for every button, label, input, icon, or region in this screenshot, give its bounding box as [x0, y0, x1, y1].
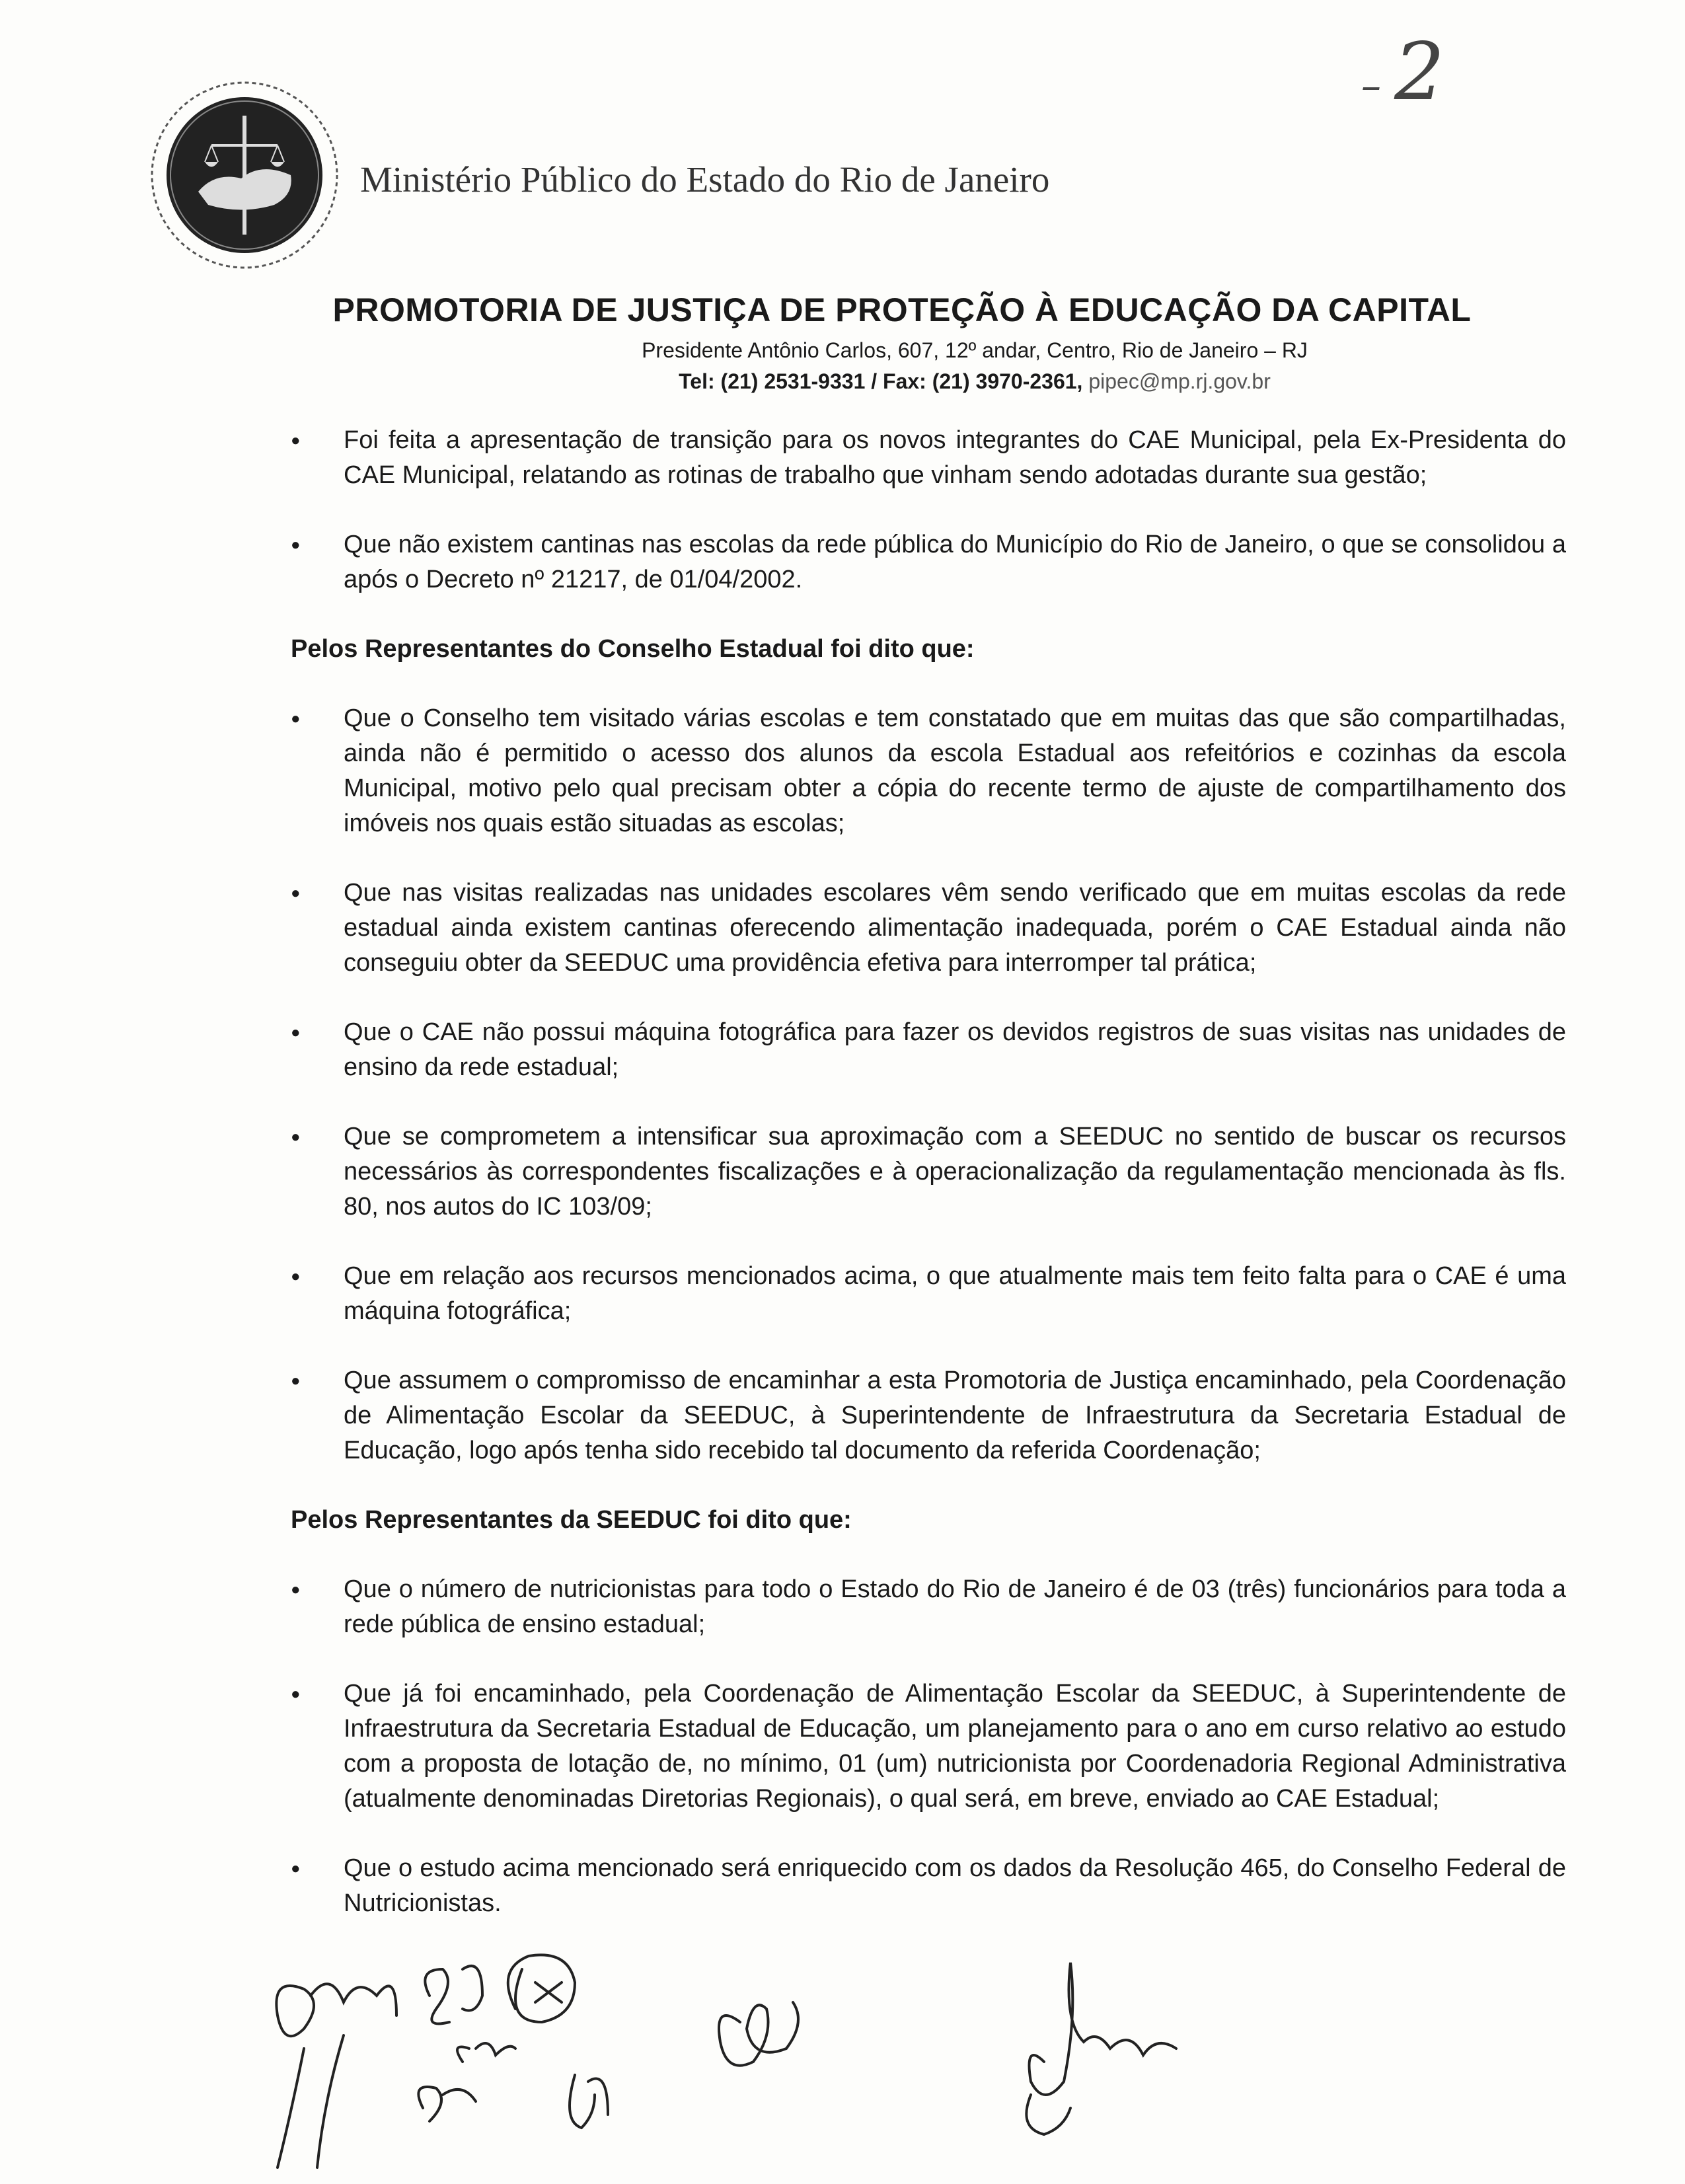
handwritten-signatures — [264, 1916, 1388, 2181]
intro-list — [291, 423, 1566, 597]
list-item: ● Que o número de nutricionistas para todo o Estado do Rio de Janeiro é de 03 (três) funcionários para toda a rede pública de ensino estadual; — [291, 1572, 1566, 1642]
list-item: ● Que se comprometem a intensificar sua aproximação com a SEEDUC no sentido de buscar os recursos necessários às correspondentes fiscalizações e à operacionalização da regulamentação mencionada às fls. 80, nos autos do IC 103/09; — [291, 1119, 1566, 1224]
list-item: ● Que assumem o compromisso de encaminhar a esta Promotoria de Justiça encaminhado, pela Coordenação de Alimentação Escolar da SEEDUC, à Superintendente de Infraestrutura da Secretaria Estadual de Educação, logo após tenha sido recebido tal documento da referida Coordenação; — [291, 1363, 1566, 1468]
list-item: ● Que nas visitas realizadas nas unidades escolares vêm sendo verificado que em muitas escolas da rede estadual ainda existem cantinas oferecendo alimentação inadequada, porém o CAE Estadual ainda não conseguiu obter da SEEDUC uma providência efetiva para interromper tal prática; — [291, 876, 1566, 981]
page-number: – 2 — [1361, 26, 1445, 118]
ministry-seal-logo — [149, 79, 340, 271]
list-item: ● Que o CAE não possui máquina fotográfica para fazer os devidos registros de suas visitas nas unidades de ensino da rede estadual; — [291, 1015, 1566, 1085]
email-address: pipec@mp.rj.gov.br — [1088, 369, 1271, 393]
list-item: ● Que em relação aos recursos mencionados acima, o que atualmente mais tem feito falta para o CAE é uma máquina fotográfica; — [291, 1259, 1566, 1329]
phone-fax: Tel: (21) 2531-9331 / Fax: (21) 3970-2361, — [679, 369, 1083, 393]
list-item: ● Que o estudo acima mencionado será enriquecido com os dados da Resolução 465, do Conselho Federal de Nutricionistas. — [291, 1851, 1566, 1921]
estadual-list — [291, 701, 1566, 1468]
letterhead — [0, 291, 1685, 394]
section-heading-seeduc: Pelos Representantes da SEEDUC foi dito que: — [291, 1506, 852, 1534]
document-body — [291, 423, 1566, 1955]
office-title: PROMOTORIA DE JUSTIÇA DE PROTEÇÃO À EDUCAÇÃO DA CAPITAL — [332, 291, 1472, 328]
list-item: ● Foi feita a apresentação de transição para os novos integrantes do CAE Municipal, pela Ex-Presidenta do CAE Municipal, relatando as rotinas de trabalho que vinham sendo adotadas durante sua gestão; — [291, 423, 1566, 493]
list-item: ● Que o Conselho tem visitado várias escolas e tem constatado que em muitas das que são compartilhadas, ainda não é permitido o acesso dos alunos da escola Estadual aos refeitórios e cozinhas da escola Municipal, motivo pelo qual precisam obter a cópia do recente termo de ajuste de compartilhamento dos imóveis nos quais estão situadas as escolas; — [291, 701, 1566, 841]
list-item: ● Que não existem cantinas nas escolas da rede pública do Município do Rio de Janeiro, o que se consolidou a após o Decreto nº 21217, de 01/04/2002. — [291, 527, 1566, 597]
seeduc-list — [291, 1572, 1566, 1921]
institution-name: Ministério Público do Estado do Rio de Janeiro — [360, 159, 1050, 200]
section-heading-estadual: Pelos Representantes do Conselho Estadual foi dito que: — [291, 635, 975, 663]
list-item: ● Que já foi encaminhado, pela Coordenação de Alimentação Escolar da SEEDUC, à Superintendente de Infraestrutura da Secretaria Estadual de Educação, um planejamento para o ano em curso relativo ao estudo com a proposta de lotação de, no mínimo, 01 (um) nutricionista por Coordenadoria Regional Administrativa (atualmente denominadas Diretorias Regionais), o qual será, em breve, enviado ao CAE Estadual; — [291, 1676, 1566, 1817]
signatures-area — [264, 1916, 1388, 2181]
office-contact — [264, 369, 1685, 394]
office-address: Presidente Antônio Carlos, 607, 12º andar, Centro, Rio de Janeiro – RJ — [642, 338, 1308, 362]
